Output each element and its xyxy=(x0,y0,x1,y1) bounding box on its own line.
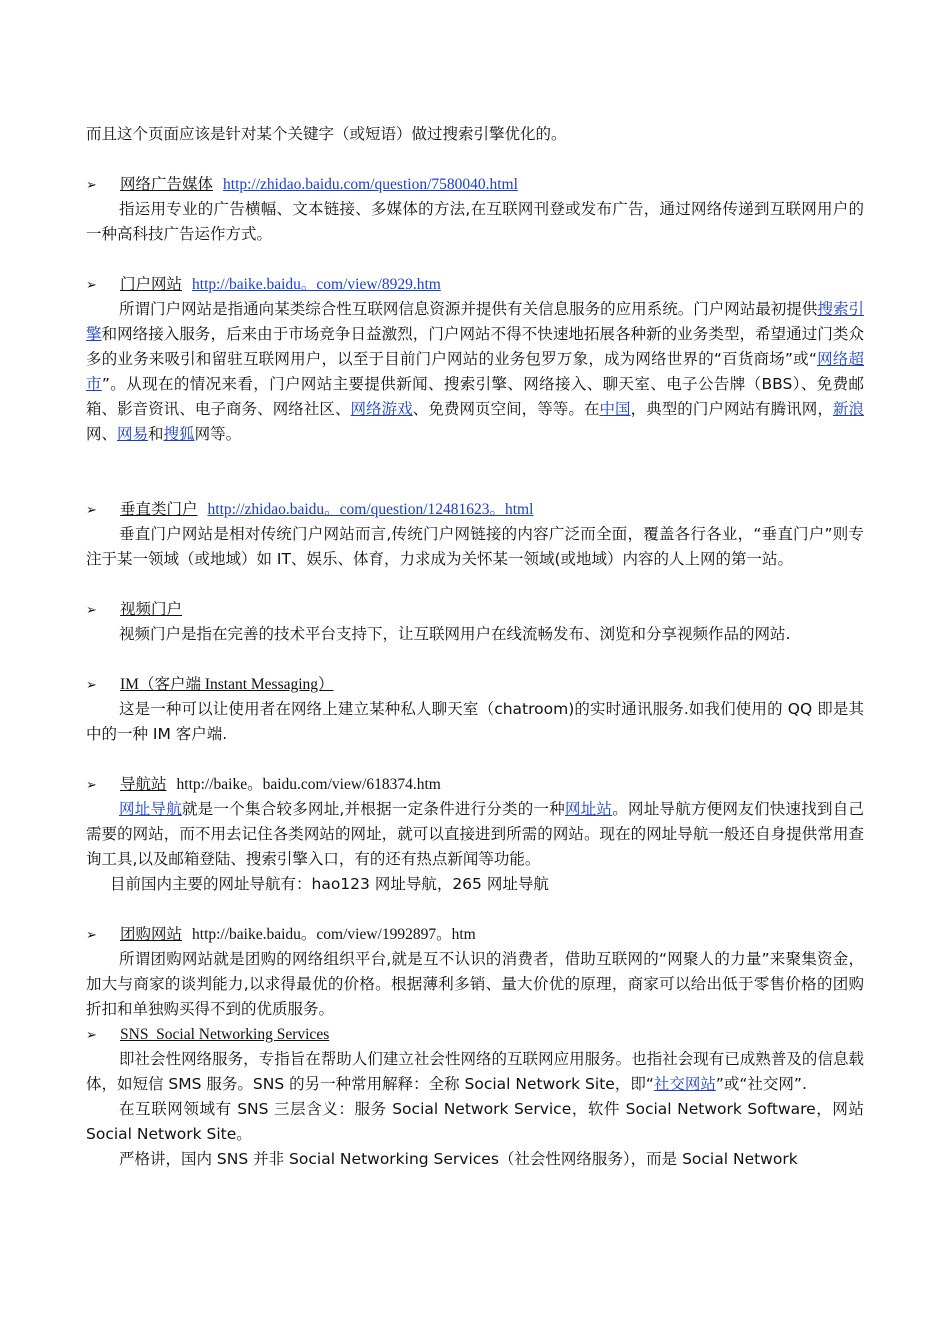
section-title: 网络广告媒体 xyxy=(120,175,214,193)
body-text: 、免费网页空间，等等。在 xyxy=(412,400,600,418)
link-url-site[interactable]: 网址站 xyxy=(565,800,613,818)
section-body: 视频门户是指在完善的技术平台支持下，让互联网用户在线流畅发布、浏览和分享视频作品的网站. xyxy=(119,625,791,643)
source-link[interactable]: http://baike.baidu。com/view/8929.htm xyxy=(192,276,441,293)
section-body: 严格讲，国内 SNS 并非 Social Networking Services（社会性网络服务），而是 Social Network xyxy=(119,1150,798,1168)
section-body: 在互联网领域有 SNS 三层含义：服务 Social Network Service，软件 Social Network Software，网站 Social Network Site。 xyxy=(86,1100,864,1143)
section-title: 门户网站 xyxy=(120,275,183,293)
link-netease[interactable]: 网易 xyxy=(117,425,149,443)
section-heading-navigation-site xyxy=(86,772,864,797)
section-body: 所谓团购网站就是团购的网络组织平台,就是互不认识的消费者，借助互联网的“网聚人的力量”来聚集资金，加大与商家的谈判能力,以求得最优的价格。根据薄利多销、量大价优的原理，商家可以给出低于零售价格的团购折扣和单独购买得不到的优质服务。 xyxy=(86,950,864,1018)
link-search-engine[interactable]: 搜索引擎 xyxy=(86,300,864,343)
section-body xyxy=(86,797,864,872)
bullet-arrow-icon: ➢ xyxy=(86,178,97,193)
bullet-arrow-icon: ➢ xyxy=(86,278,97,293)
link-sohu[interactable]: 搜狐 xyxy=(163,425,195,443)
link-social-site[interactable]: 社交网站 xyxy=(653,1075,716,1093)
section-body: 这是一种可以让使用者在网络上建立某种私人聊天室（chatroom)的实时通讯服务.如我们使用的 QQ 即是其中的一种 IM 客户端. xyxy=(86,700,864,743)
section-heading-video-portal xyxy=(86,597,864,622)
source-url-text: http://baike.baidu。com/view/1992897。htm xyxy=(192,926,476,943)
document-page xyxy=(86,122,864,1172)
section-title: 导航站 xyxy=(120,775,167,793)
body-text: 网、 xyxy=(86,425,118,443)
section-heading-sns xyxy=(86,1022,864,1047)
section-title: 垂直类门户 xyxy=(120,500,198,518)
body-text: ，典型的门户网站有腾讯网， xyxy=(630,400,833,418)
link-china[interactable]: 中国 xyxy=(599,400,631,418)
section-heading-ad-media xyxy=(86,172,864,197)
section-body xyxy=(86,297,864,447)
body-text: 和网络接入服务，后来由于市场竞争日益激烈，门户网站不得不快速地拓展各种新的业务类型，希望通过门类众多的业务来吸引和留驻互联网用户，以至于目前门户网站的业务包罗万象，成为网络世界的“百货商场”或“ xyxy=(86,325,864,368)
body-text: 即社会性网络服务，专指旨在帮助人们建立社会性网络的互联网应用服务。也指社会现有已成熟普及的信息载体，如短信 SMS 服务。SNS 的另一种常用解释：全称 Social Network Site，即“ xyxy=(86,1050,864,1093)
body-text: ”。从现在的情况来看，门户网站主要提供新闻、搜索引擎、网络接入、聊天室、电子公告牌（BBS）、免费邮箱、影音资讯、电子商务、网络社区、 xyxy=(86,375,864,418)
intro-paragraph: 而且这个页面应该是针对某个关键字（或短语）做过搜索引擎优化的。 xyxy=(86,125,567,143)
section-body: 垂直门户网站是相对传统门户网站而言,传统门户网链接的内容广泛而全面，覆盖各行各业，“垂直门户”则专注于某一领域（或地域）如 IT、娱乐、体育，力求成为关怀某一领域(或地域）内容的人上网的第一站。 xyxy=(86,525,864,568)
section-title: 视频门户 xyxy=(120,600,183,618)
link-online-games[interactable]: 网络游戏 xyxy=(350,400,413,418)
section-body xyxy=(86,1047,864,1097)
body-text: 。网址导航方便网友们快速找到自己需要的网站，而不用去记住各类网站的网址，就可以直接进到所需的网站。现在的网址导航一般还自身提供常用查询工具,以及邮箱登陆、搜索引擎入口，有的还有热点新闻等功能。 xyxy=(86,800,864,868)
body-text: 和 xyxy=(148,425,164,443)
body-text: 就是一个集合较多网址,并根据一定条件进行分类的一种 xyxy=(181,800,566,818)
bullet-arrow-icon: ➢ xyxy=(86,928,97,943)
body-text: 网等。 xyxy=(194,425,242,443)
body-text: 所谓门户网站是指通向某类综合性互联网信息资源并提供有关信息服务的应用系统。门户网站最初提供 xyxy=(119,300,818,318)
link-network-supermarket[interactable]: 网络超市 xyxy=(86,350,864,393)
section-heading-group-buying xyxy=(86,922,864,947)
link-sina[interactable]: 新浪 xyxy=(832,400,864,418)
body-text: ”或“社交网”. xyxy=(715,1075,807,1093)
bullet-arrow-icon: ➢ xyxy=(86,603,97,618)
source-link[interactable]: http://zhidao.baidu.com/question/7580040.html xyxy=(223,176,518,193)
bullet-arrow-icon: ➢ xyxy=(86,1028,97,1043)
section-title: IM（客户端 Instant Messaging） xyxy=(120,676,334,693)
section-body: 指运用专业的广告横幅、文本链接、多媒体的方法,在互联网刊登或发布广告，通过网络传递到互联网用户的一种高科技广告运作方式。 xyxy=(86,200,864,243)
bullet-arrow-icon: ➢ xyxy=(86,678,97,693)
section-heading-portal xyxy=(86,272,864,297)
link-url-navigation[interactable]: 网址导航 xyxy=(119,800,182,818)
section-extra: 目前国内主要的网址导航有：hao123 网址导航，265 网址导航 xyxy=(110,875,549,893)
section-heading-vertical-portal xyxy=(86,497,864,522)
section-title: 团购网站 xyxy=(120,925,183,943)
source-url-text: http://baike。baidu.com/view/618374.htm xyxy=(176,776,441,793)
bullet-arrow-icon: ➢ xyxy=(86,503,97,518)
section-title: SNS Social Networking Services xyxy=(120,1026,330,1043)
bullet-arrow-icon: ➢ xyxy=(86,778,97,793)
section-heading-im xyxy=(86,672,864,697)
source-link[interactable]: http://zhidao.baidu。com/question/12481623。html xyxy=(207,501,534,518)
